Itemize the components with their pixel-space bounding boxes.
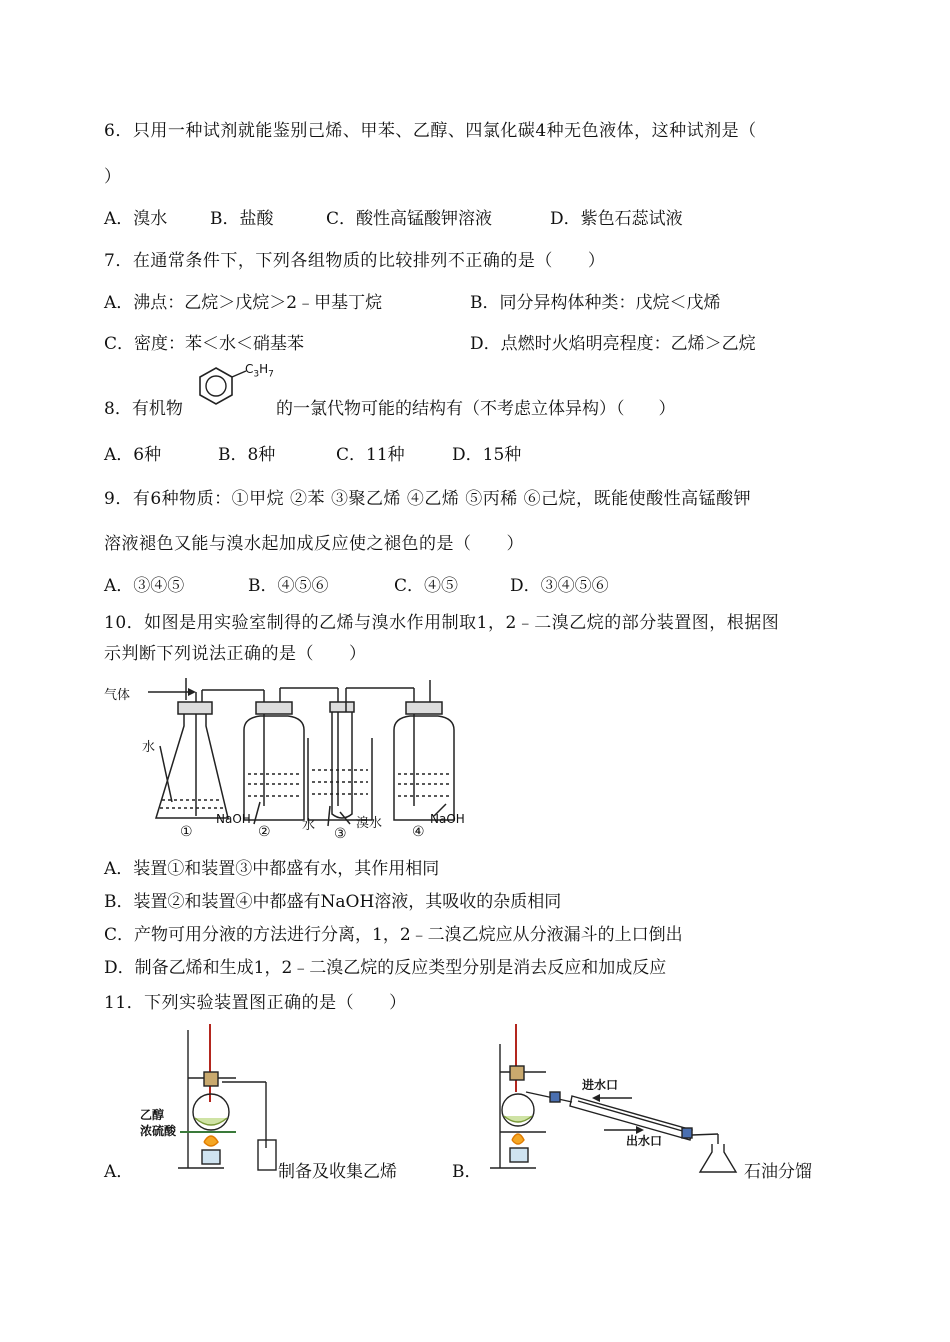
ethanol-label: 乙醇 xyxy=(140,1108,165,1122)
q10-option-a: A．装置①和装置③中都盛有水，其作用相同 xyxy=(104,859,440,879)
q8-stem-prefix: 8．有机物 xyxy=(104,399,183,419)
q6-option-a: A．溴水 xyxy=(104,209,168,229)
apparatus-3-number: ③ xyxy=(334,826,347,842)
q7-option-b: B．同分异构体种类：戊烷＜戊烯 xyxy=(470,293,721,313)
q8-option-d: D．15种 xyxy=(452,445,522,465)
q7-option-a: A．沸点：乙烷＞戊烷＞2﹣甲基丁烷 xyxy=(104,293,383,313)
q8-option-b: B．8种 xyxy=(218,445,276,465)
q11-stem: 11．下列实验装置图正确的是（ ） xyxy=(104,993,407,1013)
q7-option-c: C．密度：苯＜水＜硝基苯 xyxy=(104,334,305,354)
q7-stem: 7．在通常条件下，下列各组物质的比较排列不正确的是（ ） xyxy=(104,251,606,271)
q9-option-c: C．④⑤ xyxy=(394,576,459,596)
q8-option-c: C．11种 xyxy=(336,445,405,465)
q6-option-c: C．酸性高锰酸钾溶液 xyxy=(326,209,493,229)
water-inlet-label: 进水口 xyxy=(582,1078,619,1092)
q6-option-b: B．盐酸 xyxy=(210,209,274,229)
q7-option-d: D．点燃时火焰明亮程度：乙烯＞乙烷 xyxy=(470,334,756,354)
apparatus-2-number: ② xyxy=(258,824,271,840)
ethylene-apparatus-figure xyxy=(140,1022,280,1178)
q10-option-d: D．制备乙烯和生成1，2﹣二溴乙烷的反应类型分别是消去反应和加成反应 xyxy=(104,958,667,978)
q6-stem-line1: 6．只用一种试剂就能鉴别己烯、甲苯、乙醇、四氯化碳4种无色液体，这种试剂是（ xyxy=(104,121,757,141)
water-label: 水 xyxy=(142,740,156,755)
q6-stem-line2: ） xyxy=(104,167,122,187)
apparatus-4-number: ④ xyxy=(412,824,425,840)
propyl-substituent: $C_3H_7$ xyxy=(245,362,274,380)
q10-stem-line1: 10．如图是用实验室制得的乙烯与溴水作用制取1，2﹣二溴乙烷的部分装置图，根据图 xyxy=(104,613,780,633)
naoh-label-1: NaOH xyxy=(216,812,251,826)
q9-stem-line1: 9．有6种物质：①甲烷 ②苯 ③聚乙烯 ④乙烯 ⑤丙稀 ⑥己烷，既能使酸性高锰酸钾 xyxy=(104,489,752,509)
q11-option-b-letter: B． xyxy=(452,1162,482,1182)
q9-option-a: A．③④⑤ xyxy=(104,576,185,596)
water-outlet-label: 出水口 xyxy=(626,1134,663,1148)
q10-option-b: B．装置②和装置④中都盛有NaOH溶液，其吸收的杂质相同 xyxy=(104,892,562,912)
q8-stem-suffix: 的一氯代物可能的结构有（不考虑立体异构）（ ） xyxy=(276,399,676,419)
distillation-apparatus-figure xyxy=(486,1022,746,1178)
propylbenzene-structure xyxy=(190,362,280,416)
bromine-water-label: 溴水 xyxy=(356,816,383,831)
q9-option-d: D．③④⑤⑥ xyxy=(510,576,609,596)
q9-option-b: B．④⑤⑥ xyxy=(248,576,329,596)
gas-label: 气体 xyxy=(104,688,131,703)
q6-option-d: D．紫色石蕊试液 xyxy=(550,209,683,229)
q8-option-a: A．6种 xyxy=(104,445,162,465)
apparatus-1-number: ① xyxy=(180,824,193,840)
naoh-label-2: NaOH xyxy=(430,812,465,826)
q11-option-a-letter: A． xyxy=(104,1162,134,1182)
q11-option-a-caption: 制备及收集乙烯 xyxy=(278,1162,397,1182)
q9-stem-line2: 溶液褪色又能与溴水起加成反应使之褪色的是（ ） xyxy=(104,534,524,554)
sulfuric-acid-label: 浓硫酸 xyxy=(140,1124,177,1138)
q10-option-c: C．产物可用分液的方法进行分离，1，2﹣二溴乙烷应从分液漏斗的上口倒出 xyxy=(104,925,683,945)
q11-option-b-caption: 石油分馏 xyxy=(744,1162,812,1182)
water-label-2: 水 xyxy=(302,818,316,833)
q10-apparatus-figure xyxy=(104,676,484,844)
q10-stem-line2: 示判断下列说法正确的是（ ） xyxy=(104,644,367,664)
